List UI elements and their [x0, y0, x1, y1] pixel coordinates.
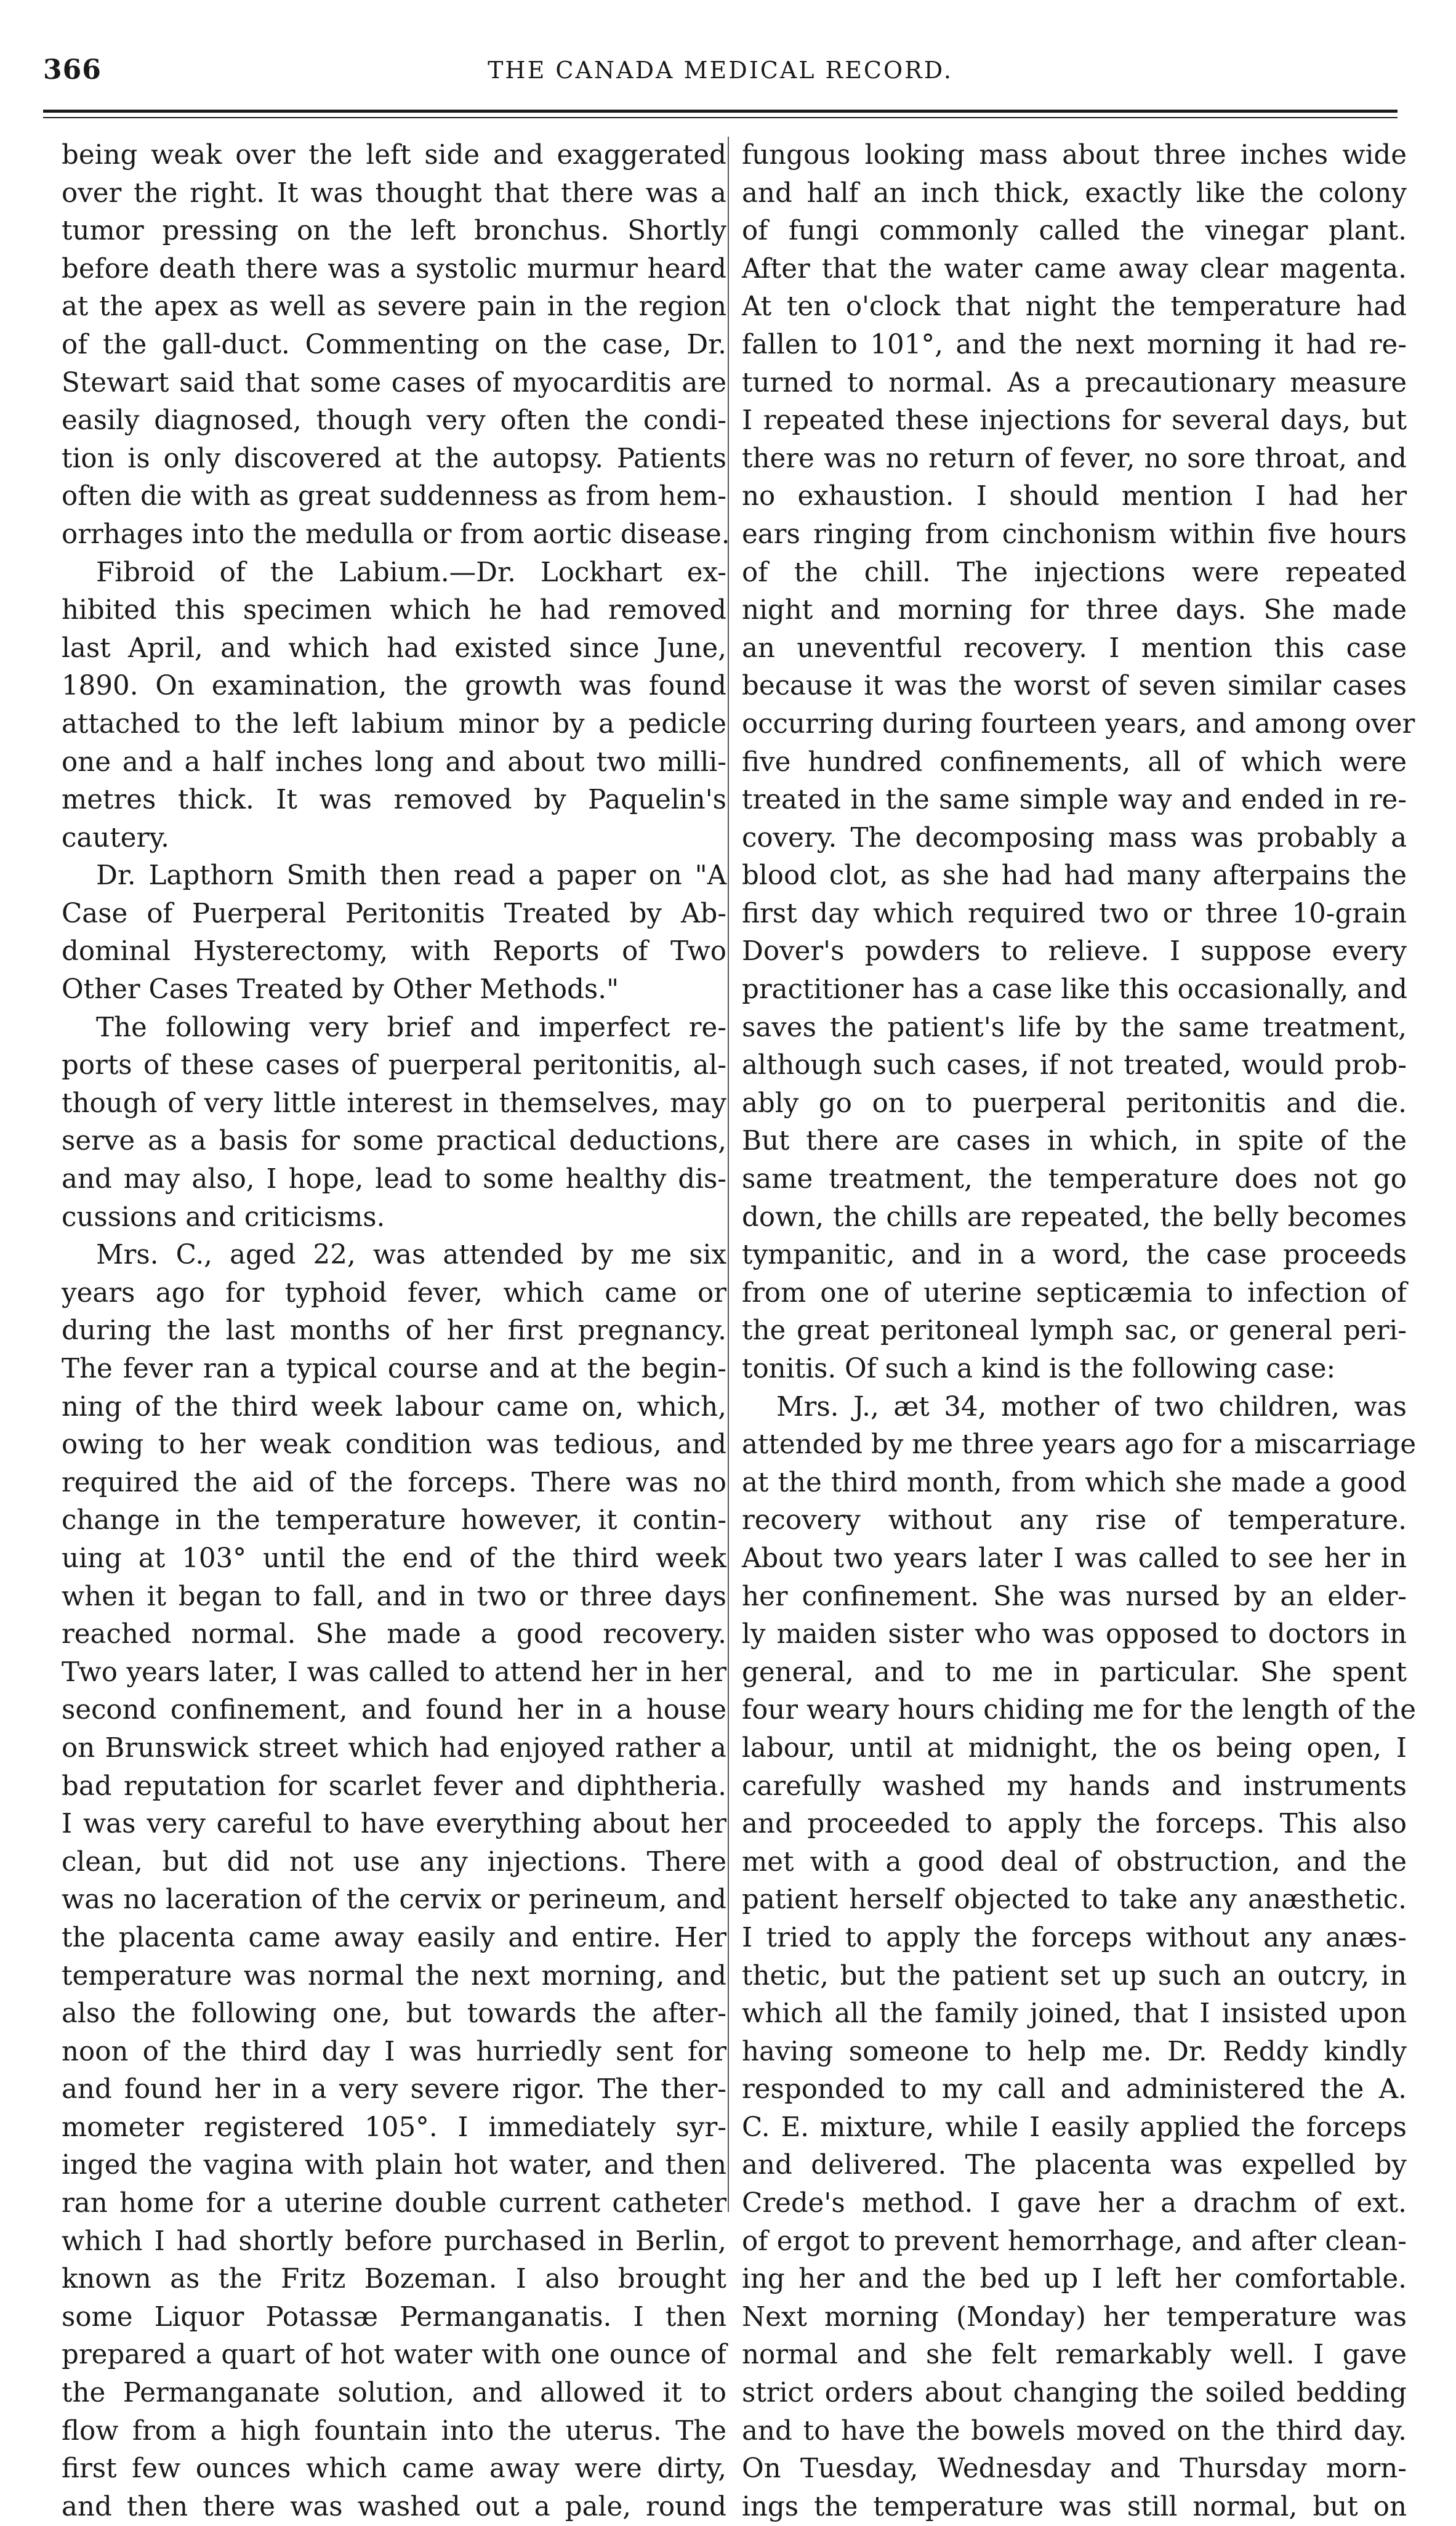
- text-line: there was no return of fever, no sore throat, and: [742, 443, 1407, 474]
- text-line: though of very little interest in themselves, may: [62, 1087, 726, 1119]
- text-line: tion is only discovered at the autopsy. Patients: [62, 443, 726, 474]
- text-line: At ten o'clock that night the temperature had: [742, 291, 1407, 323]
- text-line: cussions and criticisms.: [62, 1201, 385, 1233]
- text-line: and proceeded to apply the forceps. This also: [742, 1809, 1407, 1840]
- text-line: being weak over the left side and exaggerated: [62, 140, 726, 171]
- text-line: also the following one, but towards the after-: [62, 1998, 726, 2030]
- text-line: night and morning for three days. She made: [742, 595, 1407, 626]
- text-line: ning of the third week labour came on, which,: [62, 1391, 726, 1422]
- text-line: C. E. mixture, while I easily applied the forceps: [742, 2112, 1407, 2143]
- text-line: tympanitic, and in a word, the case proceeds: [742, 1240, 1407, 1271]
- text-line: occurring during fourteen years, and among over: [742, 708, 1415, 740]
- text-line: at the third month, from which she made a good: [742, 1467, 1407, 1498]
- text-line: metres thick. It was removed by Paquelin's: [62, 785, 726, 816]
- text-line: down, the chills are repeated, the belly becomes: [742, 1201, 1407, 1233]
- text-line: which I had shortly before purchased in Berlin,: [62, 2225, 726, 2257]
- text-line: mometer registered 105°. I immediately syr-: [62, 2112, 726, 2143]
- text-line: her confinement. She was nursed by an elder-: [742, 1581, 1407, 1612]
- text-line: patient herself objected to take any anæsthetic.: [742, 1884, 1407, 1916]
- text-line: orrhages into the medulla or from aortic disease.: [62, 519, 730, 550]
- text-line: I was very careful to have everything about her: [62, 1809, 726, 1840]
- text-line: Two years later, I was called to attend her in her: [62, 1656, 726, 1688]
- text-line: and half an inch thick, exactly like the colony: [742, 177, 1407, 209]
- page-header: [43, 54, 1398, 97]
- text-line: tonitis. Of such a kind is the following case:: [742, 1354, 1336, 1384]
- text-line: over the right. It was thought that there was a: [62, 177, 726, 209]
- text-line: recovery without any rise of temperature.: [742, 1505, 1407, 1536]
- text-line: normal and she felt remarkably well. I gave: [742, 2339, 1407, 2371]
- text-line: noon of the third day I was hurriedly sent for: [62, 2036, 726, 2067]
- text-line: ably go on to puerperal peritonitis and die.: [742, 1087, 1407, 1119]
- text-line: cautery.: [62, 822, 169, 853]
- text-line: no exhaustion. I should mention I had her: [742, 481, 1407, 512]
- text-line: known as the Fritz Bozeman. I also brought: [62, 2264, 726, 2295]
- text-line: the great peritoneal lymph sac, or general peri-: [742, 1315, 1407, 1347]
- text-line: which all the family joined, that I insisted upon: [742, 1998, 1407, 2030]
- text-line: Next morning (Monday) her temperature was: [742, 2301, 1407, 2333]
- text-line: an uneventful recovery. I mention this case: [742, 632, 1407, 664]
- text-line: blood clot, as she had had many afterpains the: [742, 860, 1407, 892]
- header-rule: [43, 110, 1398, 113]
- text-line: Crede's method. I gave her a drachm of ext.: [742, 2188, 1407, 2219]
- text-line: treated in the same simple way and ended in re-: [742, 785, 1407, 816]
- text-line: temperature was normal the next morning, and: [62, 1960, 726, 1991]
- text-line: one and a half inches long and about two milli-: [62, 746, 726, 778]
- text-line: on Brunswick street which had enjoyed rather a: [62, 1732, 726, 1764]
- text-line: ing her and the bed up I left her comfortable.: [742, 2264, 1407, 2295]
- text-line: labour, until at midnight, the os being open, I: [742, 1732, 1407, 1764]
- right-column: [742, 137, 1417, 2522]
- text-line: reached normal. She made a good recovery.: [62, 1619, 726, 1650]
- text-line: required the aid of the forceps. There was no: [62, 1467, 726, 1498]
- text-line: uing at 103° until the end of the third week: [62, 1543, 726, 1574]
- text-line: and then there was washed out a pale, round: [62, 2491, 726, 2522]
- text-line: practitioner has a case like this occasionally, and: [742, 974, 1407, 1006]
- text-line: Fibroid of the Labium.—Dr. Lockhart ex-: [96, 557, 726, 588]
- text-line: of the chill. The injections were repeated: [742, 557, 1407, 588]
- text-line: having someone to help me. Dr. Reddy kindly: [742, 2036, 1407, 2067]
- text-line: and delivered. The placenta was expelled by: [742, 2150, 1407, 2181]
- text-line: the Permanganate solution, and allowed it to: [62, 2378, 726, 2409]
- text-line: easily diagnosed, though very often the condi-: [62, 405, 726, 437]
- text-line: met with a good deal of obstruction, and the: [742, 1846, 1407, 1878]
- text-line: ports of these cases of puerperal peritonitis, al-: [62, 1050, 726, 1081]
- text-line: Dr. Lapthorn Smith then read a paper on "A: [96, 860, 726, 892]
- text-line: Case of Puerperal Peritonitis Treated by Ab-: [62, 898, 726, 929]
- text-line: of the gall-duct. Commenting on the case, Dr.: [62, 329, 726, 360]
- text-line: serve as a basis for some practical deductions,: [62, 1126, 726, 1157]
- text-line: The fever ran a typical course and at the begin-: [62, 1354, 726, 1384]
- text-line: After that the water came away clear magenta.: [742, 253, 1407, 284]
- text-line: change in the temperature however, it contin-: [62, 1505, 726, 1536]
- text-line: fungous looking mass about three inches wide: [742, 140, 1407, 171]
- text-line: strict orders about changing the soiled bedding: [742, 2378, 1407, 2409]
- text-line: carefully washed my hands and instruments: [742, 1770, 1407, 1802]
- text-line: covery. The decomposing mass was probably a: [742, 822, 1407, 853]
- text-line: bad reputation for scarlet fever and diphtheria.: [62, 1770, 726, 1802]
- left-column: [62, 137, 730, 2522]
- text-line: and to have the bowels moved on the third day.: [742, 2415, 1407, 2447]
- text-line: But there are cases in which, in spite of the: [742, 1126, 1407, 1157]
- text-line: at the apex as well as severe pain in the region: [62, 291, 726, 323]
- text-line: although such cases, if not treated, would prob-: [742, 1050, 1407, 1081]
- text-line: tumor pressing on the left bronchus. Shortly: [62, 216, 726, 247]
- text-line: ings the temperature was still normal, but on: [742, 2491, 1407, 2522]
- text-line: inged the vagina with plain hot water, and then: [62, 2150, 726, 2181]
- text-line: before death there was a systolic murmur heard: [62, 253, 726, 284]
- text-line: years ago for typhoid fever, which came or: [62, 1277, 726, 1309]
- text-line: turned to normal. As a precautionary measure: [742, 367, 1407, 398]
- text-line: first few ounces which came away were dirty,: [62, 2453, 726, 2485]
- text-line: when it began to fall, and in two or three days: [62, 1581, 726, 1612]
- text-line: first day which required two or three 10-grain: [742, 898, 1407, 929]
- text-line: Mrs. C., aged 22, was attended by me six: [96, 1240, 726, 1271]
- text-line: I tried to apply the forceps without any anæs-: [742, 1922, 1407, 1953]
- text-line: clean, but did not use any injections. There: [62, 1846, 726, 1878]
- text-line: often die with as great suddenness as from hem-: [62, 481, 726, 512]
- text-line: five hundred confinements, all of which were: [742, 746, 1407, 778]
- header-rule-thin: [43, 117, 1398, 118]
- page-number: 366: [43, 54, 102, 86]
- text-line: second confinement, and found her in a house: [62, 1695, 726, 1726]
- text-line: last April, and which had existed since June,: [62, 632, 726, 664]
- column-divider: [728, 137, 729, 2212]
- text-line: Dover's powders to relieve. I suppose every: [742, 936, 1407, 967]
- text-line: Other Cases Treated by Other Methods.": [62, 974, 619, 1006]
- text-line: Mrs. J., æt 34, mother of two children, was: [776, 1391, 1407, 1422]
- text-line: of fungi commonly called the vinegar plant.: [742, 216, 1407, 247]
- text-line: 1890. On examination, the growth was found: [62, 671, 726, 702]
- text-line: attended by me three years ago for a miscarriage: [742, 1429, 1417, 1461]
- text-line: dominal Hysterectomy, with Reports of Two: [62, 936, 726, 967]
- text-line: some Liquor Potassæ Permanganatis. I then: [62, 2301, 726, 2333]
- text-line: The following very brief and imperfect re-: [96, 1012, 726, 1043]
- text-line: hibited this specimen which he had removed: [62, 595, 726, 626]
- text-line: the placenta came away easily and entire. Her: [62, 1922, 726, 1953]
- text-line: four weary hours chiding me for the length of the: [742, 1695, 1416, 1726]
- text-line: fallen to 101°, and the next morning it had re-: [742, 329, 1407, 360]
- text-line: About two years later I was called to see her in: [742, 1543, 1407, 1574]
- text-line: responded to my call and administered the A.: [742, 2074, 1407, 2105]
- text-line: attached to the left labium minor by a pedicle: [62, 708, 726, 740]
- text-line: general, and to me in particular. She spent: [742, 1656, 1407, 1688]
- text-line: flow from a high fountain into the uterus. The: [62, 2415, 726, 2447]
- text-line: On Tuesday, Wednesday and Thursday morn-: [742, 2453, 1407, 2485]
- journal-title: THE CANADA MEDICAL RECORD.: [488, 57, 953, 84]
- text-line: owing to her weak condition was tedious, and: [62, 1429, 726, 1461]
- text-line: of ergot to prevent hemorrhage, and after clean-: [742, 2225, 1407, 2257]
- text-line: saves the patient's life by the same treatment,: [742, 1012, 1407, 1043]
- text-line: thetic, but the patient set up such an outcry, in: [742, 1960, 1407, 1991]
- text-line: ears ringing from cinchonism within five hours: [742, 519, 1407, 550]
- text-line: and may also, I hope, lead to some healthy dis-: [62, 1164, 726, 1195]
- text-line: from one of uterine septicæmia to infection of: [742, 1277, 1407, 1309]
- text-line: prepared a quart of hot water with one ounce of: [62, 2339, 726, 2371]
- text-line: ly maiden sister who was opposed to doctors in: [742, 1619, 1407, 1650]
- text-line: I repeated these injections for several days, but: [742, 405, 1407, 437]
- text-line: ran home for a uterine double current catheter: [62, 2188, 726, 2219]
- text-line: was no laceration of the cervix or perineum, and: [62, 1884, 726, 1916]
- text-line: and found her in a very severe rigor. The ther-: [62, 2074, 726, 2105]
- text-line: Stewart said that some cases of myocarditis are: [62, 367, 726, 398]
- text-line: same treatment, the temperature does not go: [742, 1164, 1407, 1195]
- text-line: because it was the worst of seven similar cases: [742, 671, 1407, 702]
- text-line: during the last months of her first pregnancy.: [62, 1315, 726, 1347]
